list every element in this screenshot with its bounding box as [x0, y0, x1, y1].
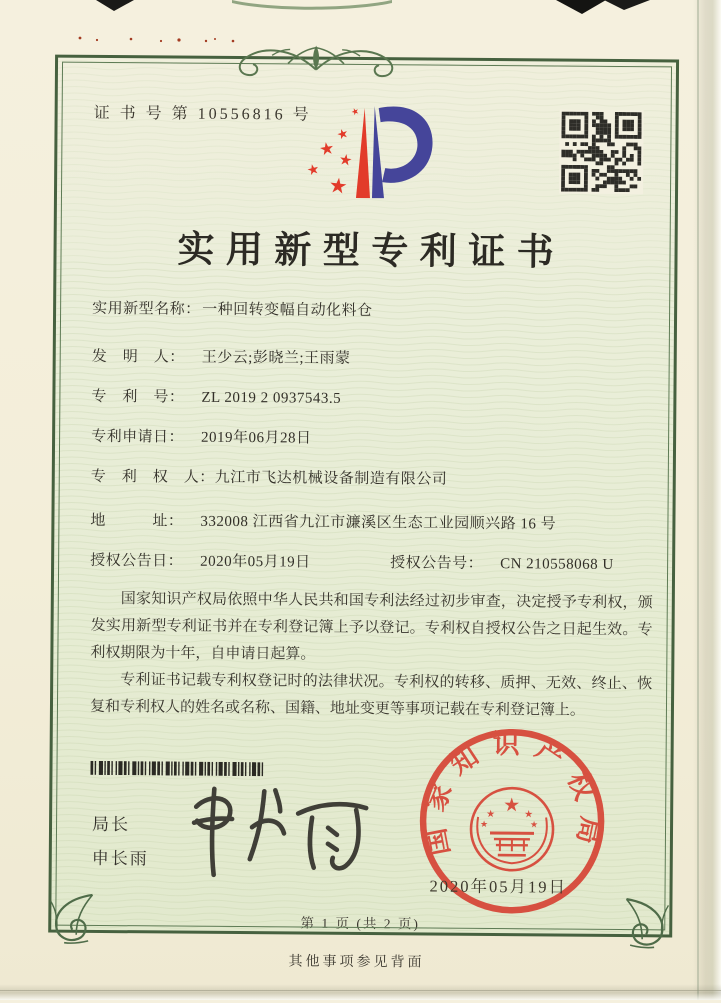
bottom-left-ornament-icon [42, 891, 96, 947]
certificate-title: 实用新型专利证书 [177, 229, 566, 274]
field-label: 专利申请日： [91, 428, 185, 446]
field-inventors [91, 346, 647, 390]
svg-text:★: ★ [524, 809, 534, 821]
svg-text:★: ★ [305, 161, 322, 180]
field-value: 九江市飞达机械设备制造有限公司 [214, 469, 448, 488]
back-note: 其他事项参见背面 [288, 954, 425, 971]
field-label: 专 利 号： [91, 388, 185, 406]
scan-artifacts [0, 0, 721, 48]
field-address [90, 510, 646, 554]
legal-text [90, 586, 653, 725]
national-emblem-icon [471, 788, 554, 871]
field-patent-number [91, 386, 647, 430]
seal-date: 2020年05月19日 [429, 876, 568, 897]
page-edge-bottom-line [0, 990, 721, 992]
legal-paragraph-2: 专利证书记载专利权登记时的法律状况。专利权的转移、质押、无效、终止、恢复和专利权人的姓名或名称、国籍、地址变更等事项记载在专利登记簿上。 [89, 672, 653, 719]
field-label: 发 明 人： [91, 348, 185, 366]
field-label: 专 利 权 人： [90, 468, 215, 486]
field-value: 一种回转变幅自动化料仓 [202, 301, 373, 320]
svg-text:★: ★ [480, 818, 489, 830]
svg-text:★: ★ [503, 795, 521, 817]
svg-text:★: ★ [486, 808, 496, 821]
certificate-frame [48, 55, 679, 938]
svg-text:★: ★ [334, 124, 351, 143]
field-publication-number [390, 552, 614, 576]
cnipa-logo-icon [286, 93, 447, 212]
svg-text:★: ★ [317, 138, 337, 160]
field-value: 王少云;彭晓兰;王雨蒙 [201, 349, 351, 367]
barcode-icon [90, 761, 266, 776]
field-label: 实用新型名称： [92, 300, 201, 318]
field-label: 地 址： [90, 512, 184, 530]
fields-block [90, 298, 648, 594]
page-edge-right-line [697, 0, 699, 1000]
field-filing-date [91, 426, 647, 470]
field-value: 2020年05月19日 [200, 553, 311, 571]
field-label: 授权公告日： [90, 552, 184, 570]
field-value: 332008 江西省九江市濂溪区生态工业园顺兴路 16 号 [200, 513, 557, 533]
handwritten-signature-icon [180, 775, 381, 887]
qr-code-icon [559, 110, 644, 195]
field-value: CN 210558068 U [500, 556, 614, 573]
signer-name: 申长雨 [91, 848, 149, 869]
svg-text:★: ★ [337, 151, 354, 170]
field-name [92, 298, 648, 350]
svg-text:★: ★ [327, 172, 349, 199]
field-grant-date [90, 553, 311, 571]
signer-role: 局长 [91, 814, 131, 835]
svg-text:★: ★ [530, 819, 539, 830]
legal-paragraph-1: 国家知识产权局依照中华人民共和国专利法经过初步审查，决定授予专利权，颁发实用新型专利证书并在专利登记簿上予以登记。专利权自授权公告之日起生效。专利权期限为十年，自申请日起算。 [90, 591, 653, 663]
bottom-right-ornament-icon [622, 895, 676, 951]
field-value: ZL 2019 2 0937543.5 [201, 389, 342, 407]
field-label: 授权公告号： [390, 555, 484, 572]
seal-agency-text: 国家知识产权局 [417, 728, 607, 860]
field-value: 2019年06月28日 [201, 429, 312, 447]
page-edge-bottom [0, 984, 721, 1000]
page-info: 第 1 页 (共 2 页) [300, 915, 421, 932]
svg-text:★: ★ [349, 105, 361, 118]
certificate-number: 证 书 号 第 10556816 号 [93, 104, 312, 124]
field-patentee [91, 466, 647, 514]
